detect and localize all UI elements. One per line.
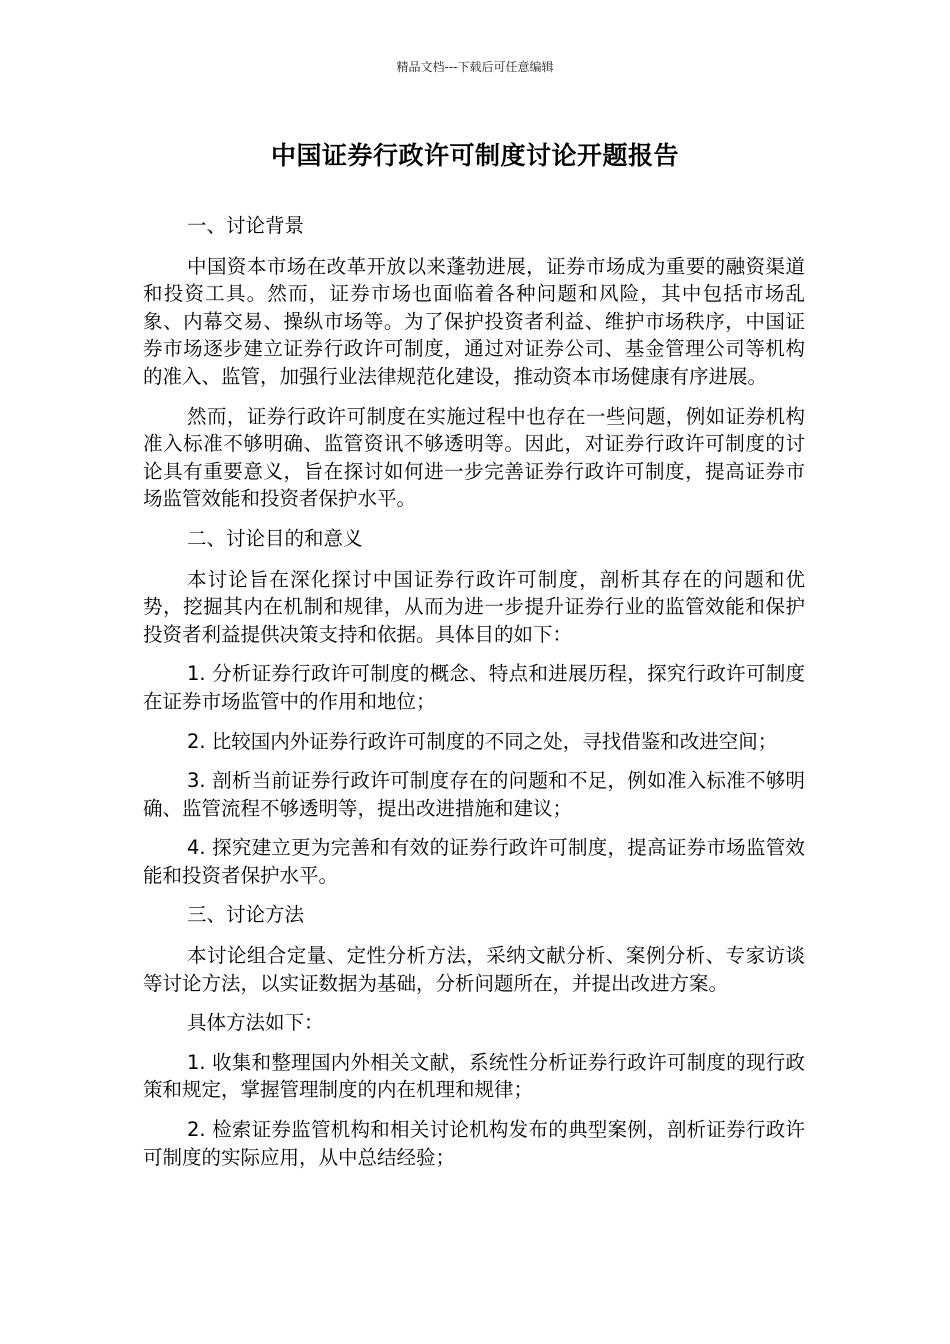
paragraph: 具体方法如下： bbox=[187, 1011, 324, 1035]
section-heading-method: 三、讨论方法 bbox=[187, 903, 305, 927]
paragraph: 中国资本市场在改革开放以来蓬勃进展，证券市场成为重要的融资渠道和投资工具。然而，证券市场也面临着各种问题和风险，其中包括市场乱象、内幕交易、操纵市场等。为了保护投资者利益、维护市场秩序，中国证券市场逐步建立证券行政许可制度，通过对证券公司、基金管理公司等机构的准入、监管，加强行业法律规范化建设，推动资本市场健康有序进展。 bbox=[143, 254, 805, 388]
list-item: 1. 分析证券行政许可制度的概念、特点和进展历程，探究行政许可制度在证券市场监管中的作用和地位； bbox=[143, 662, 805, 713]
list-item: 4. 探究建立更为完善和有效的证券行政许可制度，提高证券市场监管效能和投资者保护水平。 bbox=[143, 836, 805, 887]
section-heading-background: 一、讨论背景 bbox=[187, 214, 305, 237]
list-item: 1. 收集和整理国内外相关文献，系统性分析证券行政许可制度的现行政策和规定，掌握管理制度的内在机理和规律； bbox=[143, 1050, 805, 1102]
paragraph: 本讨论旨在深化探讨中国证券行政许可制度，剖析其存在的问题和优势，挖掘其内在机制和规律，从而为进一步提升证券行业的监管效能和保护投资者利益提供决策支持和依据。具体目的如下： bbox=[143, 567, 805, 646]
page-header: 精品文档---下载后可任意编辑 bbox=[396, 60, 554, 74]
section-heading-purpose: 二、讨论目的和意义 bbox=[187, 526, 363, 550]
document-title: 中国证券行政许可制度讨论开题报告 bbox=[270, 141, 679, 170]
list-item: 2. 检索证券监管机构和相关讨论机构发布的典型案例，剖析证券行政许可制度的实际应用，从中总结经验； bbox=[143, 1118, 805, 1169]
list-item: 3. 剖析当前证券行政许可制度存在的问题和不足，例如准入标准不够明确、监管流程不够透明等，提出改进措施和建议； bbox=[143, 769, 805, 820]
document-body bbox=[143, 212, 805, 1183]
paragraph: 然而，证券行政许可制度在实施过程中也存在一些问题，例如证券机构准入标准不够明确、监管资讯不够透明等。因此，对证券行政许可制度的讨论具有重要意义，旨在探讨如何进一步完善证券行政许可制度，提高证券市场监管效能和投资者保护水平。 bbox=[143, 404, 805, 511]
paragraph: 本讨论组合定量、定性分析方法，采纳文献分析、案例分析、专家访谈等讨论方法，以实证数据为基础，分析问题所在，并提出改进方案。 bbox=[143, 944, 805, 995]
list-item: 2. 比较国内外证券行政许可制度的不同之处，寻找借鉴和改进空间； bbox=[187, 729, 778, 753]
